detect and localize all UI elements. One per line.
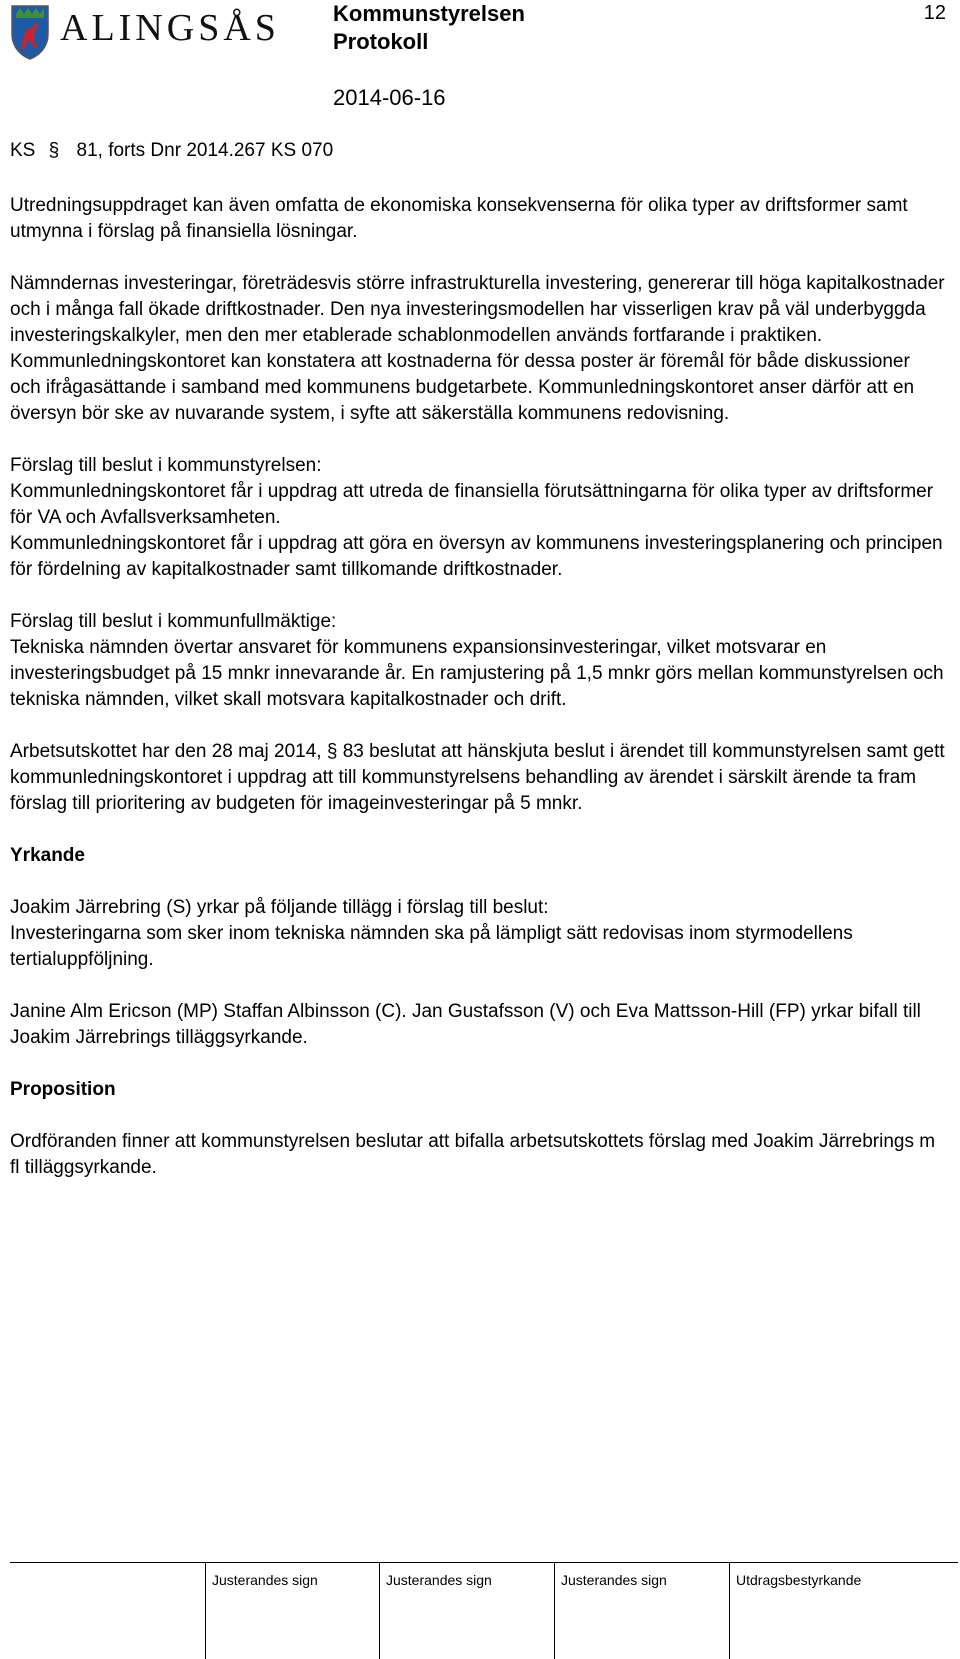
signature-label: Justerandes sign — [561, 1572, 667, 1588]
case-number: 81, forts Dnr 2014.267 KS 070 — [76, 140, 334, 161]
document-type: Protokoll — [333, 29, 429, 54]
proposal-item: Kommunledningskontoret får i uppdrag att göra en översyn av kommunens investeringsplanering och principen för fördelning av kapitalkostnader samt tillkomande driftkostnader. — [10, 533, 943, 580]
certification-box — [729, 1562, 959, 1659]
paragraph-support: Janine Alm Ericson (MP) Staffan Albinsson (C). Jan Gustafsson (V) och Eva Mattsson-Hill (FP) yrkar bifall till Joakim Järrebrings tilläggsyrkande. — [10, 1001, 921, 1048]
coat-of-arms-icon — [10, 4, 50, 60]
proposal-heading: Förslag till beslut i kommunfullmäktige: — [10, 611, 337, 632]
certification-label: Utdragsbestyrkande — [736, 1572, 862, 1588]
paragraph-decision: Ordföranden finner att kommunstyrelsen beslutar att bifalla arbetsutskottets förslag med Joakim Järrebrings m fl tilläggsyrkande. — [10, 1131, 936, 1178]
proposal-item: Kommunledningskontoret får i uppdrag att utreda de finansiella förutsättningarna för olika typer av driftsformer för VA och Avfallsverksamheten. — [10, 481, 934, 528]
signature-label: Justerandes sign — [212, 1572, 318, 1588]
proposal-kommunfullmaktige — [10, 609, 945, 713]
signature-box-1 — [205, 1562, 378, 1659]
signature-box-3 — [554, 1562, 727, 1659]
signature-label: Justerandes sign — [386, 1572, 492, 1588]
proposal-heading: Förslag till beslut i kommunstyrelsen: — [10, 455, 322, 476]
page-number: 12 — [923, 2, 946, 24]
proposal-kommunstyrelsen — [10, 453, 945, 583]
heading-yrkande: Yrkande — [10, 845, 85, 866]
proposal-item: Tekniska nämnden övertar ansvaret för kommunens expansionsinvesteringar, vilket motsvarar en investeringsbudget på 15 mnkr innevarande år. En ramjustering på 1,5 mnkr görs mellan kommunstyrelsen och tekniska nämnden, vilket skall motsvara kapitalkostnader och drift. — [10, 637, 944, 710]
motion-jarrebring — [10, 895, 945, 973]
logo-text: ALINGSÅS — [60, 7, 280, 49]
paragraph-investments: Nämndernas investeringar, företrädesvis större infrastrukturella investering, genererar till höga kapitalkostnader och i många fall ökade driftkostnader. Den nya investeringsmodellen har visserligen krav på väl underbyggda investeringskalkyler, men den mer etablerade schablonmodellen används fortfarande i praktiken. Kommunledningskontoret kan konstatera att kostnaderna för dessa poster är föremål för både diskussioner och ifrågasättande i samband med kommunens budgetarbete. Kommunledningskontoret anser därför att en översyn bör ske av nuvarande system, i syfte att säkerställa kommunens redovisning. — [10, 273, 945, 424]
meeting-date: 2014-06-16 — [333, 85, 446, 110]
paragraph-arbetsutskottet: Arbetsutskottet har den 28 maj 2014, § 83 beslutat att hänskjuta beslut i ärendet till kommunstyrelsen samt gett kommunledningskontoret i uppdrag att till kommunstyrelsens behandling av ärendet i särskilt ärende ta fram förslag till prioritering av budgeten för imageinvesteringar på 5 mnkr. — [10, 741, 945, 814]
document-body-title: Kommunstyrelsen — [333, 1, 525, 26]
signature-box-2 — [379, 1562, 552, 1659]
motion-text: Investeringarna som sker inom tekniska nämnden ska på lämpligt sätt redovisas inom styrmodellens tertialuppföljning. — [10, 923, 853, 970]
heading-proposition: Proposition — [10, 1079, 116, 1100]
minutes-body — [10, 193, 945, 1207]
section-symbol: § — [48, 140, 60, 161]
signature-footer — [10, 1562, 958, 1659]
municipality-logo — [10, 4, 310, 66]
case-reference — [10, 138, 333, 164]
paragraph-scope: Utredningsuppdraget kan även omfatta de ekonomiska konsekvenserna för olika typer av driftsformer samt utmynna i förslag på finansiella lösningar. — [10, 195, 908, 242]
case-prefix: KS — [10, 140, 36, 161]
motion-intro: Joakim Järrebring (S) yrkar på följande tillägg i förslag till beslut: — [10, 897, 549, 918]
